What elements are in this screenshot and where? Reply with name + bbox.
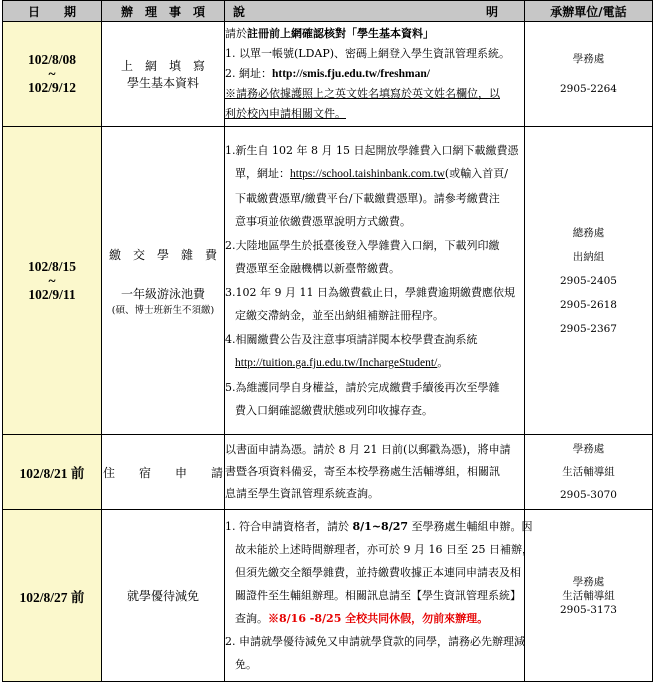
unit-sub: 生活輔導組 <box>562 589 615 602</box>
date-cell: 102/8/21 前 <box>3 435 102 510</box>
desc-line: 4.相關繳費公告及注意事項請詳閱本校學費查詢系統 <box>225 332 478 346</box>
desc-text: 查詢。 <box>235 612 268 625</box>
unit-name: 學務處 <box>572 442 605 455</box>
date-start: 102/8/15 <box>27 258 76 274</box>
header-desc <box>225 1 525 22</box>
unit-phone: 2905-2405 <box>560 274 617 287</box>
date-cell: 102/8/27 前 <box>3 510 102 682</box>
desc-text: 請於 <box>225 27 247 40</box>
desc-line <box>225 351 524 376</box>
desc-line: 1. 以單一帳號(LDAP)、密碼上網登入學生資訊管理系統。 <box>225 47 511 60</box>
date-cell <box>3 127 102 435</box>
desc-line: 定繳交滯納金，並至出納組補辦註冊程序。 <box>235 309 444 322</box>
item-note: (碩、博士班新生不須繳) <box>111 304 215 316</box>
item-label-2: 學生基本資料 <box>126 76 199 90</box>
holiday-notice: ※8/16 -8/25 全校共同休假，勿前來辦理。 <box>268 612 489 625</box>
desc-bold: 註冊前上網確認核對 <box>247 27 346 40</box>
unit-sub: 出納組 <box>572 250 605 263</box>
desc-line <box>225 515 533 538</box>
item-cell: 住 宿 申 請 <box>102 435 225 510</box>
desc-line <box>225 607 524 630</box>
unit-name: 學務處 <box>572 575 605 588</box>
item-cell <box>102 22 225 127</box>
header-row <box>3 1 653 22</box>
header-desc-left: 說 <box>233 4 246 19</box>
item-label: 上 網 填 寫 <box>120 59 205 73</box>
desc-text: 1. 符合申請資格者，請於 <box>225 520 353 533</box>
header-date: 日 期 <box>3 1 102 22</box>
desc-line: 下載繳費憑單/繳費平台/下載繳費憑單)。請參考繳費注 <box>235 191 500 205</box>
url-link[interactable]: https://school.taishinbank.com.tw <box>290 168 445 180</box>
unit-cell <box>525 510 653 682</box>
desc-line: 意事項並依繳費憑單說明方式繳費。 <box>235 215 411 228</box>
desc-line: 以書面申請為憑。請於 8 月 21 日前(以郵戳為憑)，將申請 <box>225 443 511 456</box>
item-cell: 就學優待減免 <box>102 510 225 682</box>
date-end: 102/9/11 <box>28 286 76 302</box>
schedule-table <box>2 0 653 682</box>
desc-line: 故未能於上述時間辦理者，亦可於 9 月 16 日至 25 日補辦， <box>235 543 533 556</box>
item-label-2: 一年級游泳池費 <box>120 286 205 301</box>
description-cell <box>225 510 533 682</box>
desc-line: 2. 申請就學優待減免又申請就學貸款的同學，請務必先辦理減 <box>225 635 525 648</box>
desc-line: 息請至學生資訊管理系統查詢。 <box>225 487 379 500</box>
unit-phone: 2905-3070 <box>560 488 617 501</box>
desc-bold: 「學生基本資料」 <box>346 27 434 40</box>
desc-line: 關證件至生輔組辦理。相關訊息請至【學生資訊管理系統】 <box>235 589 521 602</box>
date-end: 102/9/12 <box>27 80 76 95</box>
header-desc-right: 明 <box>485 4 498 19</box>
desc-line: 3.102 年 9 月 11 日為繳費截止日，學雜費逾期繳費應依規 <box>225 285 515 299</box>
unit-phone: 2905-2618 <box>560 298 617 311</box>
table-row <box>3 22 653 127</box>
desc-line <box>225 64 524 84</box>
unit-sub: 生活輔導組 <box>562 465 615 478</box>
desc-line: 1.新生自 102 年 8 月 15 日起開放學雜費入口網下載繳費憑 <box>225 143 519 157</box>
desc-line <box>225 24 524 44</box>
desc-line: ※請務必依據護照上之英文姓名填寫於英文姓名欄位，以 <box>225 87 500 100</box>
table-row <box>3 435 653 510</box>
desc-line: 免。 <box>235 658 257 671</box>
table-row <box>3 127 653 435</box>
desc-text: 。 <box>437 356 449 369</box>
date-tilde: ~ <box>48 272 56 288</box>
desc-line: 但須先繳交全額學雜費，並持繳費收據正本連同申請表及相 <box>235 566 521 579</box>
table-row <box>3 510 653 682</box>
unit-cell <box>525 435 653 510</box>
desc-text: (或輸入首頁/ <box>444 167 508 180</box>
unit-phone: 2905-2264 <box>560 83 617 95</box>
description-cell <box>225 22 525 127</box>
desc-bold: 8/1~8/27 <box>352 520 409 533</box>
item-label: 繳 交 學 雜 費 <box>108 247 217 262</box>
unit-cell <box>525 127 653 435</box>
desc-line: 2.大陸地區學生於抵臺後登入學雜費入口網，下載列印繳 <box>225 238 500 252</box>
desc-text: 至學務處生輔組申辦。因 <box>408 520 533 533</box>
desc-text: 單，網址： <box>235 167 290 180</box>
unit-phone: 2905-2367 <box>560 322 617 335</box>
desc-line: 書暨各項資料備妥，寄至本校學務處生活輔導組，相關訊 <box>225 465 500 478</box>
desc-line: 費入口網確認繳費狀態或列印收據存查。 <box>235 404 433 417</box>
unit-cell <box>525 22 653 127</box>
header-item: 辦 理 事 項 <box>102 1 225 22</box>
desc-line: 利於校內申請相關文件。 <box>225 107 346 120</box>
desc-line: 5.為維護同學自身權益，請於完成繳費手續後再次至學雜 <box>225 380 500 394</box>
date-cell <box>3 22 102 127</box>
desc-line: 費憑單至金融機構以新臺幣繳費。 <box>235 262 400 275</box>
date-tilde: ~ <box>48 66 56 81</box>
unit-name: 總務處 <box>572 226 605 239</box>
description-cell <box>225 435 525 510</box>
header-unit: 承辦單位/電話 <box>525 1 653 22</box>
item-cell <box>102 127 225 435</box>
url-link[interactable]: http://smis.fju.edu.tw/freshman/ <box>272 68 430 80</box>
unit-name: 學務處 <box>572 53 605 65</box>
date-start: 102/8/08 <box>27 52 76 67</box>
desc-text: 2. 網址： <box>225 67 272 80</box>
url-link[interactable]: http://tuition.ga.fju.edu.tw/InchargeStudent/ <box>235 357 438 369</box>
unit-phone: 2905-3173 <box>560 603 617 616</box>
desc-line <box>225 162 524 187</box>
description-cell <box>225 127 525 435</box>
